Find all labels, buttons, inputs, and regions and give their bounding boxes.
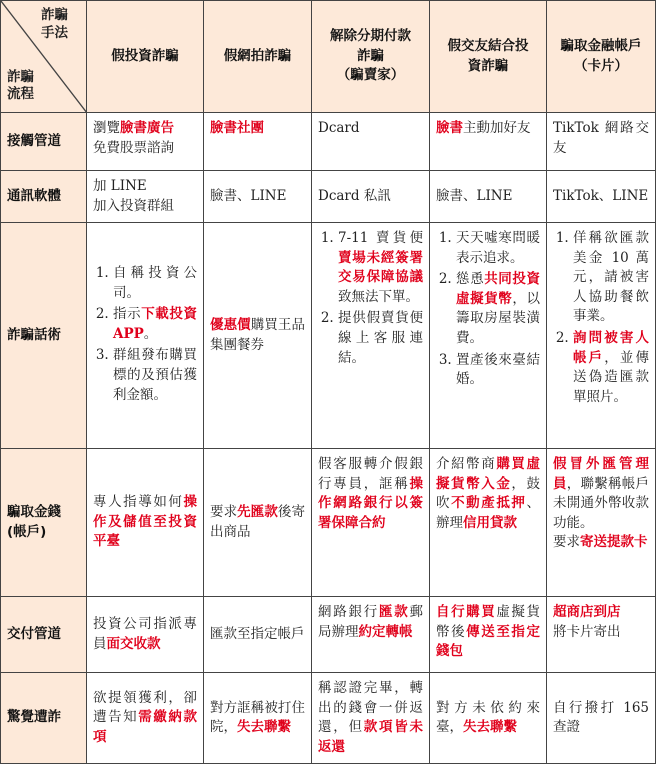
cell: 投資公司指派專員面交收款 xyxy=(87,597,204,673)
cell: 臉書主動加好友 xyxy=(430,113,547,171)
cell: 臉書、LINE xyxy=(430,171,547,223)
cell: 優惠價購買王品集團餐券 xyxy=(204,223,312,449)
row-contact-channel xyxy=(1,113,656,171)
row-fraud-script xyxy=(1,223,656,449)
cell: 自行購買虛擬貨幣後傳送至指定錢包 xyxy=(430,597,547,673)
row-label: 騙取金錢 (帳戶) xyxy=(1,449,87,597)
cell: 對方誆稱被打住院，失去聯繫 xyxy=(204,673,312,764)
cell: 自行撥打 165 查證 xyxy=(547,673,656,764)
row-label: 交付管道 xyxy=(1,597,87,673)
cell: 匯款至指定帳戶 xyxy=(204,597,312,673)
cell: 1. 7-11 賣貨便賣場未經簽署交易保障協議致無法下單。 2. 提供假賣貨便線上客服連結。 xyxy=(312,223,430,449)
row-label: 通訊軟體 xyxy=(1,171,87,223)
cell: 臉書、LINE xyxy=(204,171,312,223)
cell: 假冒外匯管理員，聯繫稱帳戶未開通外幣收款功能。 要求寄送提款卡 xyxy=(547,449,656,597)
row-label: 詐騙話術 xyxy=(1,223,87,449)
cell: Dcard xyxy=(312,113,430,171)
cell: 瀏覽臉書廣告 免費股票諮詢 xyxy=(87,113,204,171)
cell: 1. 天天噓寒問暖表示追求。 2. 慫恿共同投資虛擬貨幣，以籌取房屋裝潢費。 3. 置產後來臺結婚。 xyxy=(430,223,547,449)
cell: TikTok、LINE xyxy=(547,171,656,223)
cell: 1. 自稱投資公司。 2. 指示下載投資 APP。 3. 群組發布購買標的及預估獲利金額。 xyxy=(87,223,204,449)
corner-cell xyxy=(1,1,87,113)
row-label: 接觸管道 xyxy=(1,113,87,171)
col-header-fake-online-shopping: 假網拍詐騙 xyxy=(204,1,312,113)
col-header-romance-investment: 假交友結合投 資詐騙 xyxy=(430,1,547,113)
cell: Dcard 私訊 xyxy=(312,171,430,223)
header-row xyxy=(1,1,656,113)
cell: 1. 佯稱欲匯款美金 10 萬元，請被害人協助餐飲事業。 2. 詢問被害人帳戶，並傳送偽造匯款單照片。 xyxy=(547,223,656,449)
cell: 專人指導如何操作及儲值至投資平臺 xyxy=(87,449,204,597)
row-obtain-money xyxy=(1,449,656,597)
cell: TikTok 網路交友 xyxy=(547,113,656,171)
row-messaging-app xyxy=(1,171,656,223)
col-header-installment-cancel: 解除分期付款 詐騙 （騙賣家） xyxy=(312,1,430,113)
corner-bottom-label: 詐騙 流程 xyxy=(7,68,34,103)
cell: 超商店到店 將卡片寄出 xyxy=(547,597,656,673)
cell: 臉書社團 xyxy=(204,113,312,171)
cell: 網路銀行匯款郵局辦理約定轉帳 xyxy=(312,597,430,673)
row-delivery-channel xyxy=(1,597,656,673)
cell: 介紹幣商購買虛擬貨幣入金，鼓吹不動產抵押、辦理信用貸款 xyxy=(430,449,547,597)
cell: 加 LINE 加入投資群組 xyxy=(87,171,204,223)
col-header-fake-investment: 假投資詐騙 xyxy=(87,1,204,113)
row-label: 驚覺遭詐 xyxy=(1,673,87,764)
cell: 對方未依約來臺，失去聯繫 xyxy=(430,673,547,764)
cell: 要求先匯款後寄出商品 xyxy=(204,449,312,597)
cell: 欲提領獲利，卻遭告知需繳納款項 xyxy=(87,673,204,764)
row-realize-fraud xyxy=(1,673,656,764)
cell: 稱認證完畢，轉出的錢會一併返還，但款項皆未返還 xyxy=(312,673,430,764)
cell: 假客服轉介假銀行專員，誆稱操作網路銀行以簽署保障合約 xyxy=(312,449,430,597)
corner-top-label: 詐騙 手法 xyxy=(41,7,68,41)
col-header-account-theft: 騙取金融帳戶 （卡片） xyxy=(547,1,656,113)
